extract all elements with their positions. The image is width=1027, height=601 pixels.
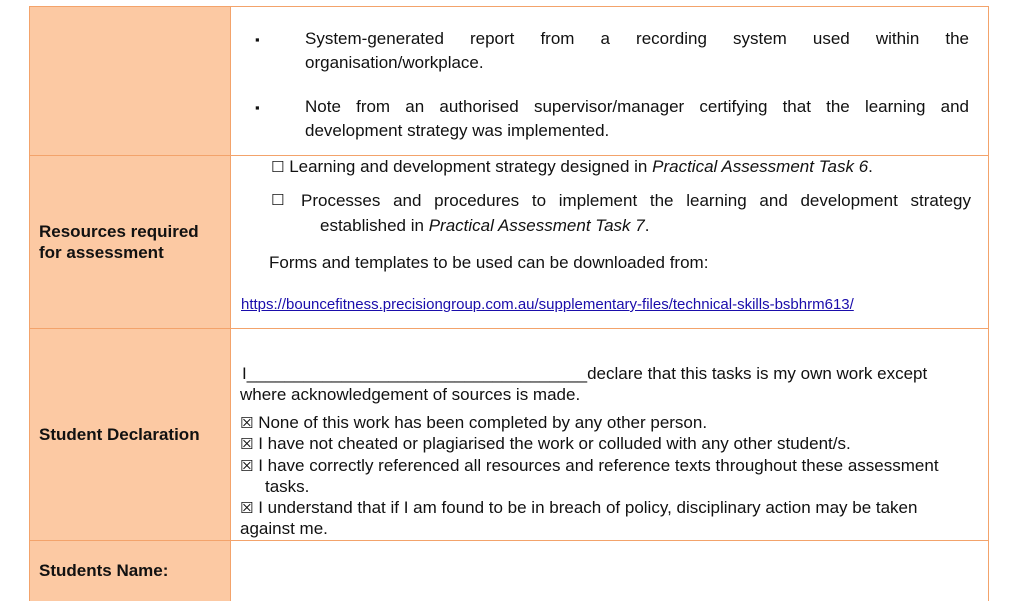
resources-label-line-2: for assessment	[39, 243, 164, 262]
resource-item-2-line-2-end: .	[644, 216, 650, 235]
resources-label-cell	[30, 156, 231, 328]
declaration-item-4	[240, 498, 917, 518]
checkbox-checked-icon: ☒	[240, 435, 254, 453]
download-link[interactable]: https://bouncefitness.precisiongroup.com.au/supplementary-files/technical-skills-bsbhrm613/	[241, 296, 854, 313]
resource-item-2-line-2	[320, 216, 649, 236]
resource-item-1-end: .	[868, 157, 873, 176]
declaration-item-2-text: I have not cheated or plagiarised the work or colluded with any other student/s.	[258, 434, 851, 453]
declaration-item-1	[240, 413, 707, 433]
checkbox-empty-icon: ☐	[271, 191, 285, 209]
declaration-content	[231, 329, 989, 540]
declaration-item-2	[240, 434, 851, 454]
bullet-icon: ▪	[255, 32, 260, 47]
resources-row	[30, 155, 989, 328]
checkbox-checked-icon: ☒	[240, 414, 254, 432]
declaration-item-3	[240, 456, 939, 476]
resources-content	[231, 156, 989, 328]
student-name-label-cell	[30, 541, 231, 601]
declaration-item-1-text: None of this work has been completed by any other person.	[258, 413, 708, 432]
declaration-row	[30, 328, 989, 540]
declaration-line-2: where acknowledgement of sources is made.	[240, 385, 581, 404]
evidence-bullet-1-line-2: organisation/workplace.	[305, 53, 484, 72]
evidence-content	[231, 7, 989, 155]
forms-text: Forms and templates to be used can be downloaded from:	[269, 253, 709, 272]
bullet-icon: ▪	[255, 100, 260, 115]
resources-label-line-1: Resources required	[39, 222, 199, 241]
evidence-bullet-2-line-1: Note from an authorised supervisor/manager certifying that the learning and	[305, 97, 969, 116]
student-name-label: Students Name:	[39, 561, 169, 580]
resource-item-1-text: Learning and development strategy designed in	[289, 157, 653, 176]
student-name-row	[30, 540, 989, 601]
resource-item-1-italic: Practical Assessment Task 6	[652, 157, 869, 176]
evidence-row	[30, 7, 989, 155]
declaration-label-cell	[30, 329, 231, 540]
evidence-bullet-1-line-1: System-generated report from a recording system used within the	[305, 29, 969, 48]
resource-item-2-line-2-italic: Practical Assessment Task 7	[428, 216, 645, 235]
resource-item-2-line-2-text: established in	[320, 216, 429, 235]
resource-item-1	[271, 157, 873, 177]
declaration-item-4-line-1: I understand that if I am found to be in breach of policy, disciplinary action may be taken	[258, 498, 918, 517]
declaration-line-1: I____________________________________declare that this tasks is my own work except	[242, 364, 928, 383]
evidence-label-cell	[30, 7, 231, 155]
assessment-table	[29, 6, 989, 601]
checkbox-checked-icon: ☒	[240, 499, 254, 517]
declaration-item-4-line-2: against me.	[240, 519, 328, 538]
checkbox-checked-icon: ☒	[240, 457, 254, 475]
declaration-label: Student Declaration	[39, 425, 200, 444]
declaration-item-3-line-2: tasks.	[265, 477, 310, 496]
resource-item-2-line-1: Processes and procedures to implement the learning and development strategy	[301, 191, 971, 210]
evidence-bullet-2-line-2: development strategy was implemented.	[305, 121, 610, 140]
student-name-input-cell[interactable]	[231, 541, 989, 601]
checkbox-empty-icon: ☐	[271, 158, 285, 176]
declaration-item-3-line-1: I have correctly referenced all resources and reference texts throughout these assessment	[258, 456, 939, 475]
